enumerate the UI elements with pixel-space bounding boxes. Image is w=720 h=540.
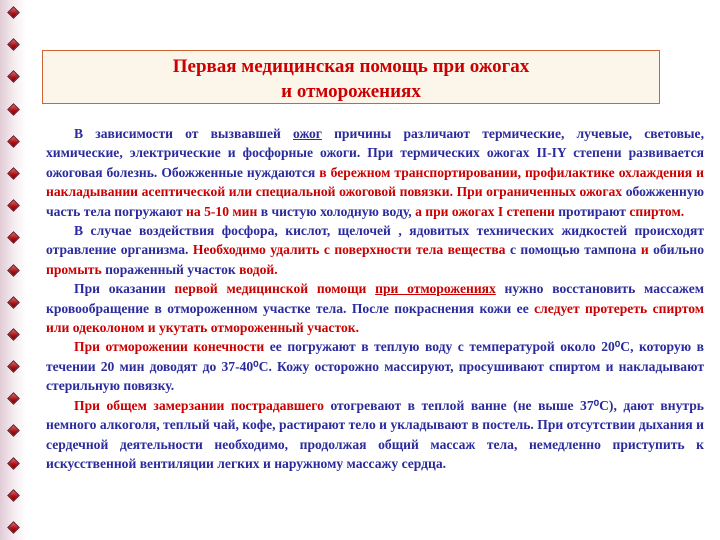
left-strip: [0, 0, 26, 540]
text-segment: промыть: [46, 261, 106, 277]
paragraph: [46, 279, 704, 337]
paragraph: [46, 124, 704, 221]
text-segment: а при ожогах I степени: [415, 203, 559, 219]
diamond-icon: [7, 457, 20, 470]
text-segment: нужно восстановить массажем кровообращение в отмороженном участке тела. После покраснения кожи ее: [46, 281, 704, 316]
diamond-icon: [7, 167, 20, 180]
text-segment: ее погружают в теплую воду с температурой около 20⁰С, которую в течении 20 мин доводят до 37-40⁰С. Кожу осторожно массируют, просушивают спиртом и накладывают стерильную повязку.: [46, 339, 704, 394]
text-segment: водой.: [239, 261, 278, 277]
paragraph: [46, 221, 704, 279]
diamond-icon: [7, 360, 20, 373]
text-segment: ожог: [292, 126, 322, 141]
paragraph: [46, 337, 704, 395]
text-segment: При оказании: [74, 281, 175, 297]
diamond-icon: [7, 38, 20, 51]
slide-body: [46, 124, 704, 530]
text-segment: в бережном транспортировании, профилактике охлаждения и накладывании асептической или специальной ожоговой повязки.: [46, 164, 704, 200]
diamond-icon: [7, 296, 20, 309]
text-segment: протирают: [558, 203, 630, 219]
text-segment: в чистую холодную воду,: [260, 203, 416, 219]
text-segment: на 5-10 мин: [186, 203, 261, 219]
text-segment: В зависимости от вызвавшей: [74, 126, 293, 141]
text-segment: спиртом.: [629, 203, 685, 219]
text-segment: обильно: [653, 242, 704, 258]
diamond-icon: [7, 521, 20, 534]
slide-title-line-2: и отморожениях: [281, 81, 421, 102]
diamond-icon: [7, 199, 20, 212]
diamond-icon: [7, 71, 20, 84]
diamond-icon: [7, 489, 20, 502]
diamond-icon: [7, 135, 20, 148]
diamond-icon: [7, 6, 20, 19]
text-segment: при отморожениях: [375, 281, 496, 297]
diamond-icon: [7, 231, 20, 244]
text-segment: Необходимо удалить с поверхности тела вещества: [192, 242, 510, 258]
slide-title-line-1: Первая медицинская помощь при ожогах: [172, 56, 530, 77]
diamond-icon: [7, 425, 20, 438]
diamond-icon: [7, 103, 20, 116]
text-segment: При отморожении конечности: [74, 339, 270, 355]
diamond-icon: [7, 328, 20, 341]
text-segment: первой медицинской помощи: [174, 281, 376, 297]
paragraph: [46, 396, 704, 474]
diamond-icon: [7, 264, 20, 277]
text-segment: с помощью тампона: [509, 242, 641, 258]
text-segment: следует протереть спиртом или одеколоном и укутать отмороженный участок.: [46, 300, 704, 336]
diamond-icon: [7, 392, 20, 405]
text-segment: и: [640, 242, 654, 258]
text-segment: При ограниченных ожогах: [456, 184, 626, 200]
text-segment: В случае воздействия фосфора, кислот, щелочей , ядовитых технических жидкостей происходят отравление организма.: [46, 223, 704, 258]
title-box: [42, 50, 660, 104]
text-segment: причины различают термические, лучевые, световые, химические, электрические и фосфорные ожоги. При термических ожогах II-IY степени развивается ожоговая болезнь. Обожженные нуждаются: [46, 126, 704, 180]
text-segment: отогревают в теплой ванне (не выше 37⁰С), дают внутрь немного алкоголя, теплый чай, кофе, растирают тело и укладывают в постель. При отсутствии дыхания и сердечной деятельности необходимо, продолжая общий массаж тела, немедленно приступить к искусственной вентиляции легких и наружному массажу сердца.: [46, 397, 704, 471]
text-segment: обожженную часть тела погружают: [46, 184, 705, 219]
text-segment: пораженный участок: [105, 261, 240, 277]
text-segment: При общем замерзании пострадавшего: [74, 397, 331, 413]
